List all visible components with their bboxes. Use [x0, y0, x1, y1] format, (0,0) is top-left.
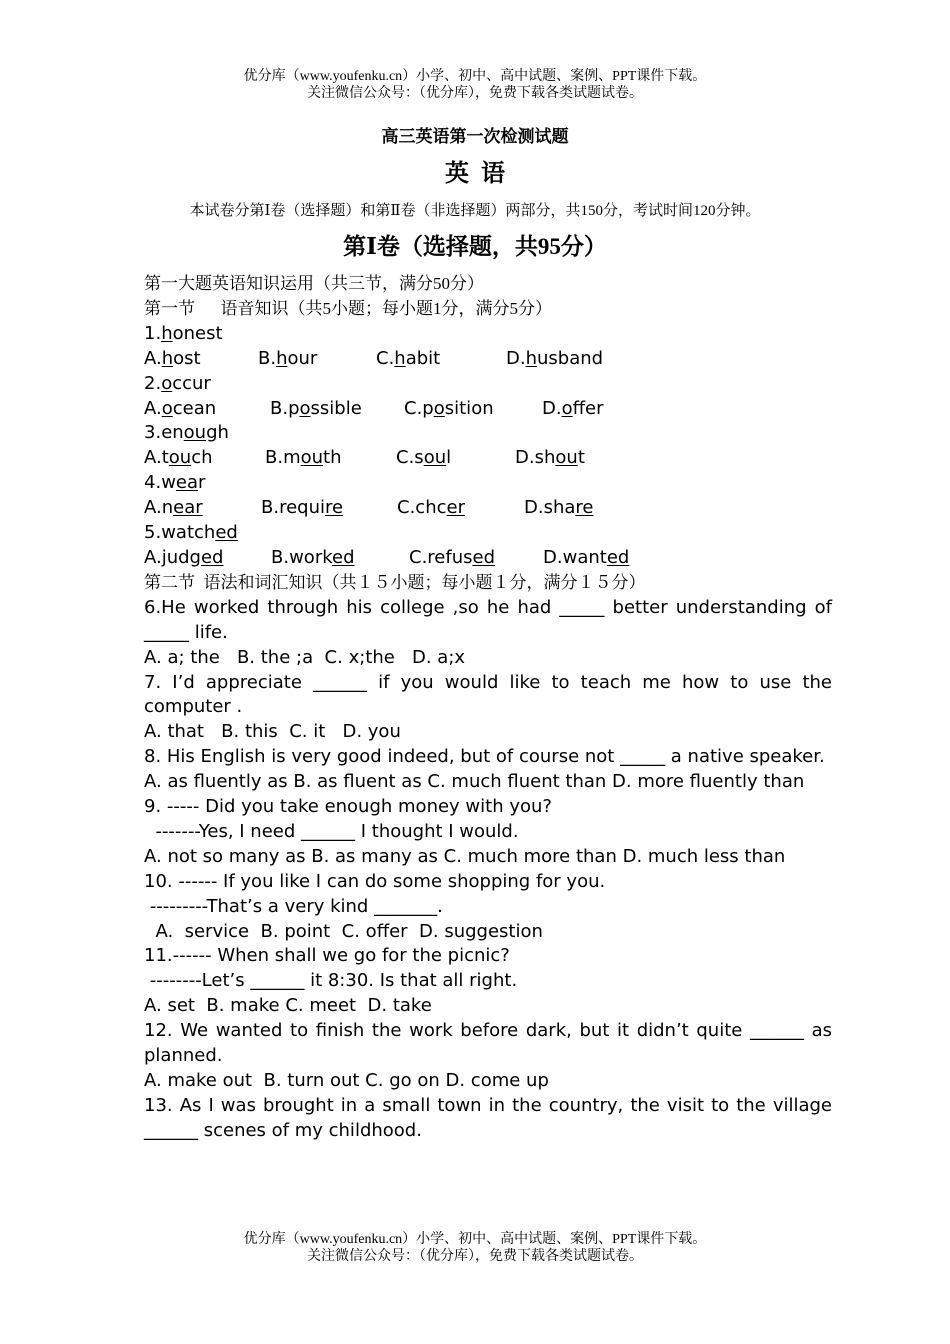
option-a: A.touch [144, 447, 213, 469]
section1-heading: 第一节 语音知识（共5小题；每小题1分，满分5分） [144, 298, 552, 318]
underlined-sound: ou [183, 422, 207, 444]
footer-line-2: 关注微信公众号：（优分库），免费下载各类试题试卷。 [307, 1249, 643, 1264]
option-a: A.ocean [144, 397, 217, 419]
question-stem: 11.------ When shall we go for the picnic? [144, 945, 510, 967]
option-d: D.share [524, 497, 594, 519]
phonetics-question: 3.enough [144, 422, 229, 444]
phonetics-question: 1.honest [144, 322, 223, 344]
header-line-1: 优分库（www.youfenku.cn）小学、初中、高中试题、案例、PPT课件下载。 [243, 69, 707, 84]
option-c: C.refused [409, 546, 495, 568]
page-header [0, 68, 950, 102]
underlined-sound: ed [215, 522, 238, 544]
option-b: B.possible [270, 397, 362, 419]
option-d: D.wanted [543, 546, 630, 568]
phonetics-question: 5.watched [144, 522, 238, 544]
question-options: A. not so many as B. as many as C. much more than D. much less than [144, 845, 786, 867]
exam-content [144, 272, 832, 1144]
phonetics-list [144, 322, 832, 571]
grammar-list [144, 596, 832, 1144]
section2-heading: 第二节 语法和词汇知识（共１５小题；每小题１分，满分１５分） [144, 572, 646, 592]
question-options: A. as fluently as B. as fluent as C. much fluent than D. more fluently than [144, 771, 805, 793]
part1-heading: 第一大题英语知识运用（共三节，满分50分） [144, 274, 484, 293]
question-options: A. that B. this C. it D. you [144, 721, 401, 743]
header-line-2: 关注微信公众号：（优分库），免费下载各类试题试卷。 [307, 86, 643, 101]
option-d: D.offer [542, 397, 604, 419]
phonetics-options [144, 446, 832, 471]
question-stem: 10. ------ If you like I can do some shopping for you. [144, 870, 606, 892]
option-a: A.near [144, 497, 203, 519]
phonetics-options [144, 347, 832, 372]
footer-line-1: 优分库（www.youfenku.cn）小学、初中、高中试题、案例、PPT课件下载。 [243, 1232, 707, 1247]
question-stem: 12. We wanted to finish the work before dark, but it didn’t quite ______ as planned. [144, 1020, 832, 1067]
underlined-sound: h [161, 322, 173, 344]
option-b: B.worked [271, 546, 355, 568]
question-reply: -------Yes, I need ______ I thought I would. [144, 820, 519, 842]
question-stem: 13. As I was brought in a small town in the country, the visit to the village ______ scenes of my childhood. [144, 1094, 832, 1141]
question-options: A. make out B. turn out C. go on D. come up [144, 1070, 549, 1091]
question-options: A. set B. make C. meet D. take [144, 995, 432, 1017]
option-a: A.host [144, 347, 201, 369]
question-stem: 9. ----- Did you take enough money with you? [144, 796, 552, 818]
option-c: C.soul [396, 447, 452, 469]
question-stem: 6.He worked through his college ,so he had _____ better understanding of _____ life. [144, 596, 832, 643]
option-d: D.husband [506, 347, 604, 369]
option-d: D.shout [515, 447, 585, 469]
option-b: B.require [261, 497, 344, 519]
question-options: A. service B. point C. offer D. suggestion [144, 920, 543, 942]
question-stem: 7. I’d appreciate ______ if you would like to teach me how to use the computer . [144, 671, 832, 718]
option-c: C.chcer [397, 497, 465, 519]
phonetics-options [144, 496, 832, 521]
underlined-sound: o [161, 372, 173, 394]
exam-title: 高三英语第一次检测试题 [381, 127, 569, 146]
phonetics-question: 2.occur [144, 372, 211, 394]
option-b: B.mouth [265, 447, 342, 469]
phonetics-question: 4.wear [144, 472, 206, 494]
subject-title: 英 语 [445, 161, 505, 187]
underlined-sound: ea [175, 472, 199, 494]
phonetics-options [144, 397, 832, 422]
page-footer [0, 1231, 950, 1265]
option-a: A.judged [144, 546, 224, 568]
question-options: A. a; the B. the ;a C. x;the D. a;x [144, 646, 466, 668]
option-c: C.habit [376, 347, 441, 369]
volume-title: 第Ⅰ卷（选择题，共95分） [343, 234, 607, 259]
question-stem: 8. His English is very good indeed, but of course not _____ a native speaker. [144, 746, 825, 768]
option-b: B.hour [258, 347, 318, 369]
option-c: C.position [404, 397, 494, 419]
question-reply: ---------That’s a very kind _______. [144, 895, 443, 917]
exam-intro: 本试卷分第Ⅰ卷（选择题）和第Ⅱ卷（非选择题）两部分，共150分，考试时间120分钟。 [189, 203, 761, 219]
phonetics-options [144, 546, 832, 571]
question-reply: --------Let’s ______ it 8:30. Is that all right. [144, 970, 518, 992]
